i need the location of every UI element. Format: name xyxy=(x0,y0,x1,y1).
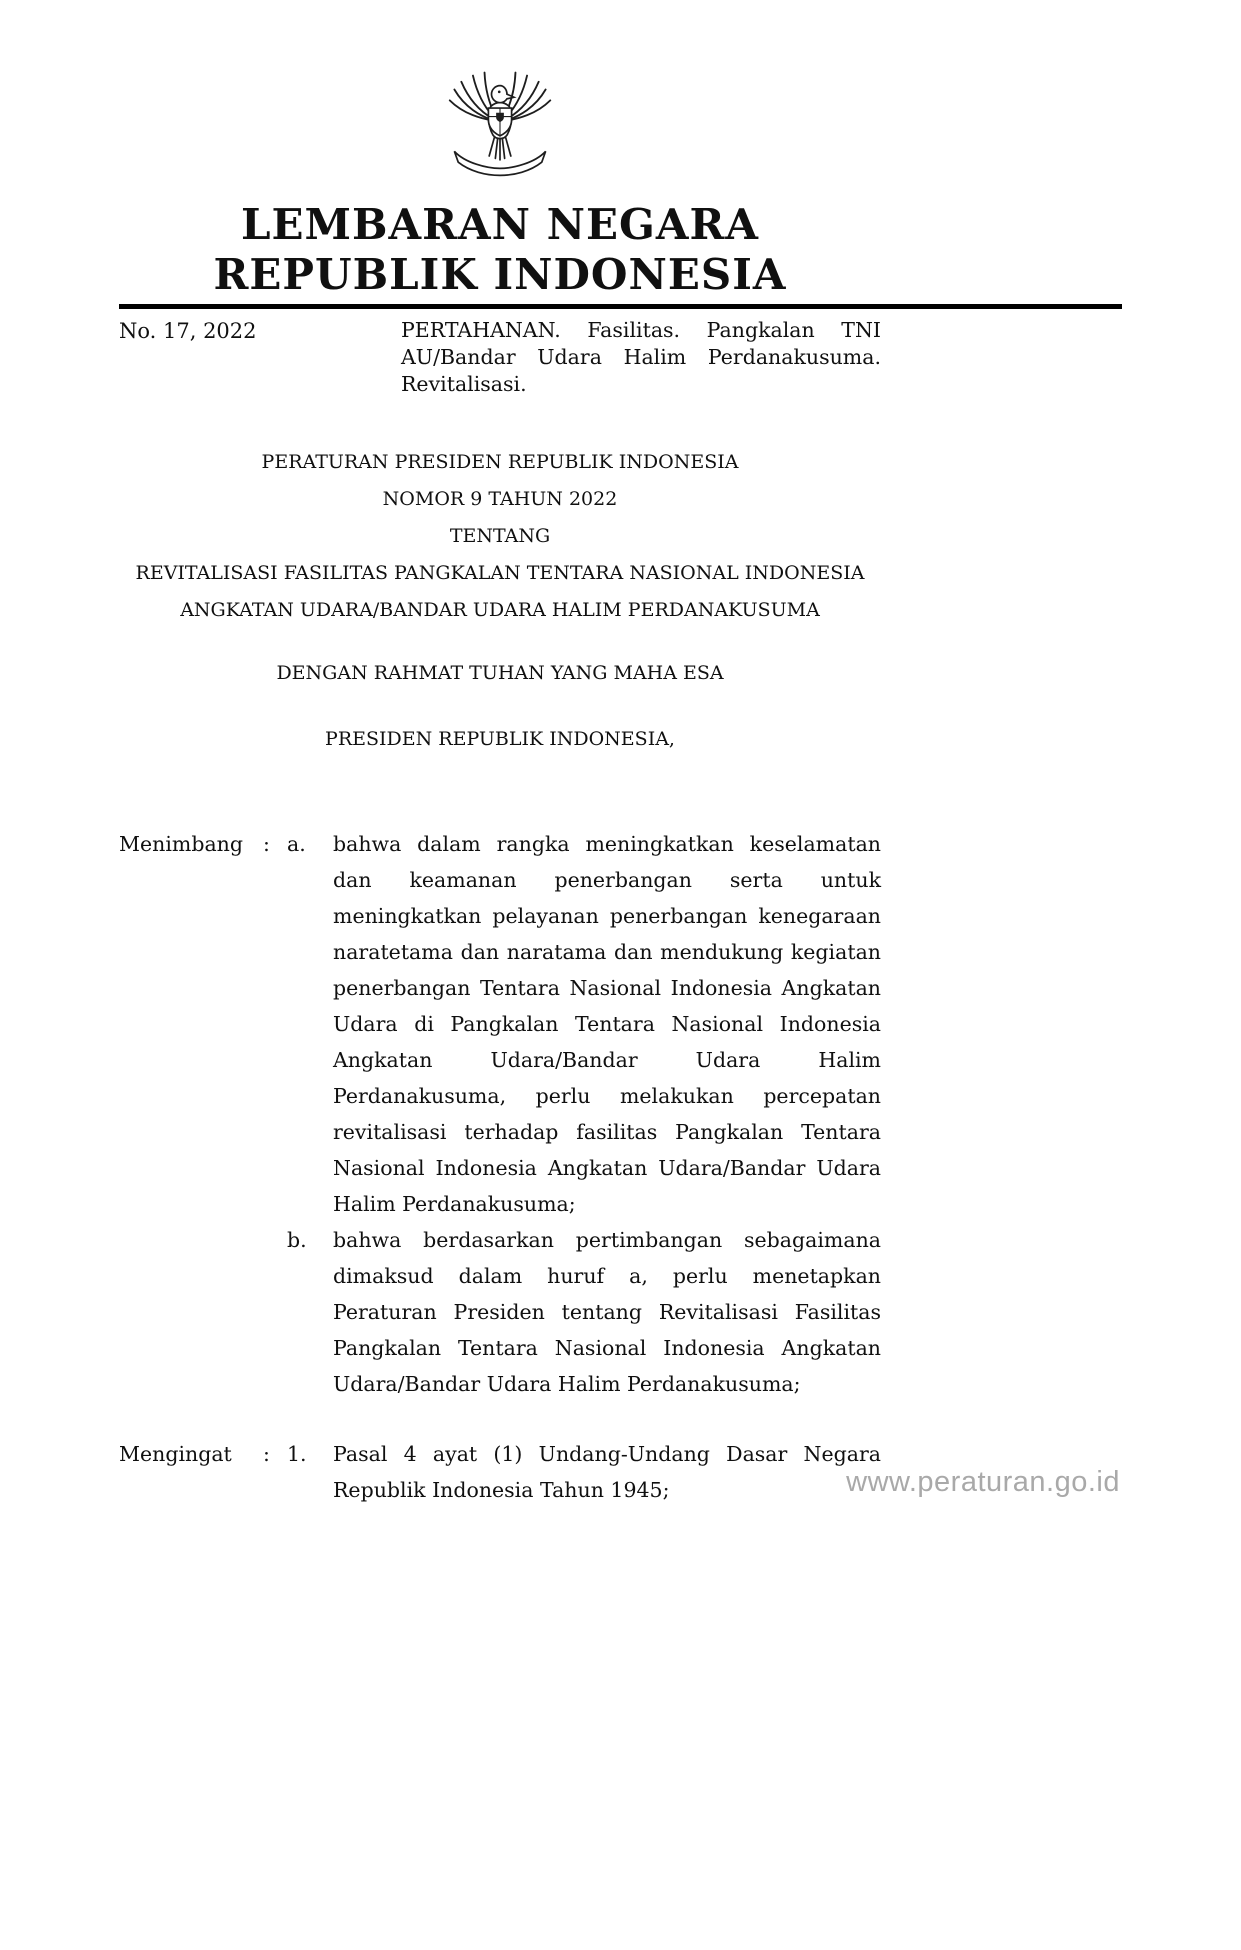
menimbang-label: Menimbang xyxy=(119,832,243,857)
mengingat-label: Mengingat xyxy=(119,1442,232,1467)
issue-number: No. 17, 2022 xyxy=(119,319,257,344)
emblem-container xyxy=(119,60,881,188)
mengingat-section xyxy=(119,1436,881,1508)
subject-summary: PERTAHANAN. Fasilitas. Pangkalan TNI AU/Bandar Udara Halim Perdanakusuma. Revitalisasi. xyxy=(401,318,881,397)
garuda-pancasila-emblem xyxy=(442,60,558,184)
gazette-title xyxy=(119,200,881,299)
gazette-title-line2: REPUBLIK INDONESIA xyxy=(213,249,787,299)
consideration-item-b: bahwa berdasarkan pertimbangan sebagaimana dimaksud dalam huruf a, perlu menetapkan Peraturan Presiden tentang Revitalisasi Fasilitas Pangkalan Tentara Nasional Indonesia Angkatan Udara/Bandar Udara Halim Perdanakusuma; xyxy=(333,1228,881,1397)
regulation-heading-line: NOMOR 9 TAHUN 2022 xyxy=(382,488,618,511)
item-marker-1: 1. xyxy=(287,1442,307,1467)
regulation-heading-line: PERATURAN PRESIDEN REPUBLIK INDONESIA xyxy=(261,451,739,474)
gazette-header-row xyxy=(119,317,881,398)
item-marker-a: a. xyxy=(287,832,306,857)
watermark-text: www.peraturan.go.id xyxy=(846,1466,1120,1498)
regulation-heading-line: REVITALISASI FASILITAS PANGKALAN TENTARA NASIONAL INDONESIA xyxy=(135,562,865,585)
regulation-heading-line: TENTANG xyxy=(449,525,551,548)
colon-separator: : xyxy=(263,1442,270,1467)
consideration-item-a: bahwa dalam rangka meningkatkan keselamatan dan keamanan penerbangan serta untuk meningkatkan pelayanan penerbangan kenegaraan naratetama dan naratama dan mendukung kegiatan penerbangan Tentara Nasional Indonesia Angkatan Udara di Pangkalan Tentara Nasional Indonesia Angkatan Udara/Bandar Udara Halim Perdanakusuma, perlu melakukan percepatan revitalisasi terhadap fasilitas Pangkalan Tentara Nasional Indonesia Angkatan Udara/Bandar Udara Halim Perdanakusuma; xyxy=(333,832,881,1217)
item-marker-b: b. xyxy=(287,1228,307,1253)
legal-basis-item-1: Pasal 4 ayat (1) Undang-Undang Dasar Negara Republik Indonesia Tahun 1945; xyxy=(333,1442,881,1503)
invocation-line: DENGAN RAHMAT TUHAN YANG MAHA ESA xyxy=(276,662,724,685)
authority-line: PRESIDEN REPUBLIK INDONESIA, xyxy=(325,728,675,751)
colon-separator: : xyxy=(263,832,270,857)
gazette-title-line1: LEMBARAN NEGARA xyxy=(241,200,759,249)
regulation-heading-line: ANGKATAN UDARA/BANDAR UDARA HALIM PERDANAKUSUMA xyxy=(180,599,820,622)
regulation-heading xyxy=(119,444,881,629)
header-rule xyxy=(119,304,1122,309)
menimbang-section xyxy=(119,826,881,1402)
